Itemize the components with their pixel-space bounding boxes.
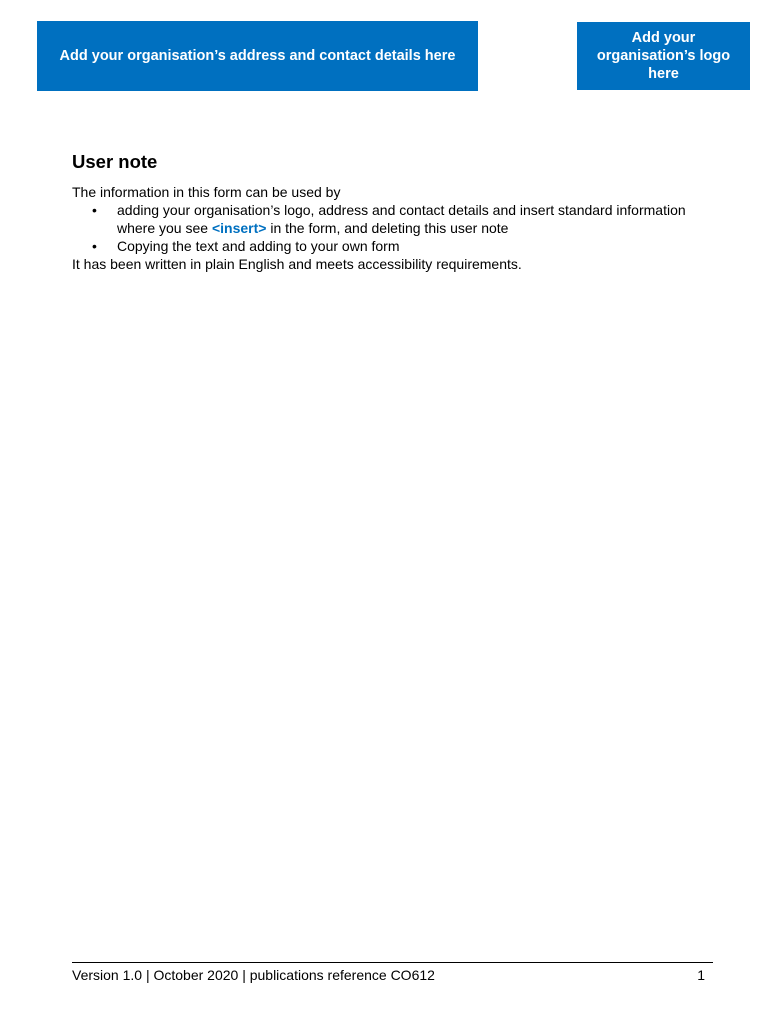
list-item [72,237,712,255]
user-note-bullet-list [72,201,712,255]
address-placeholder-box [37,21,478,91]
user-note-intro: The information in this form can be used by [72,184,341,200]
page-number: 1 [697,967,705,983]
bullet-text-after: in the form, and deleting this user note [266,220,509,236]
logo-placeholder-text: Add your organisation’s logo here [596,30,731,82]
footer-version-text: Version 1.0 | October 2020 | publications reference CO612 [72,967,435,983]
footer-divider [72,962,713,963]
user-note-closing: It has been written in plain English and meets accessibility requirements. [72,256,522,272]
address-placeholder-text: Add your organisation’s address and contact details here [59,48,456,64]
user-note-section [72,150,712,273]
bullet-text: Copying the text and adding to your own form [117,238,400,254]
bullet-icon: • [92,238,97,254]
insert-token: <insert> [211,220,267,236]
list-item [72,201,712,237]
user-note-title: User note [72,151,158,172]
bullet-text-before: adding your organisation’s logo, address and contact details and insert standard information where you see [117,202,686,236]
logo-placeholder-box [577,22,750,90]
bullet-icon: • [92,202,97,218]
